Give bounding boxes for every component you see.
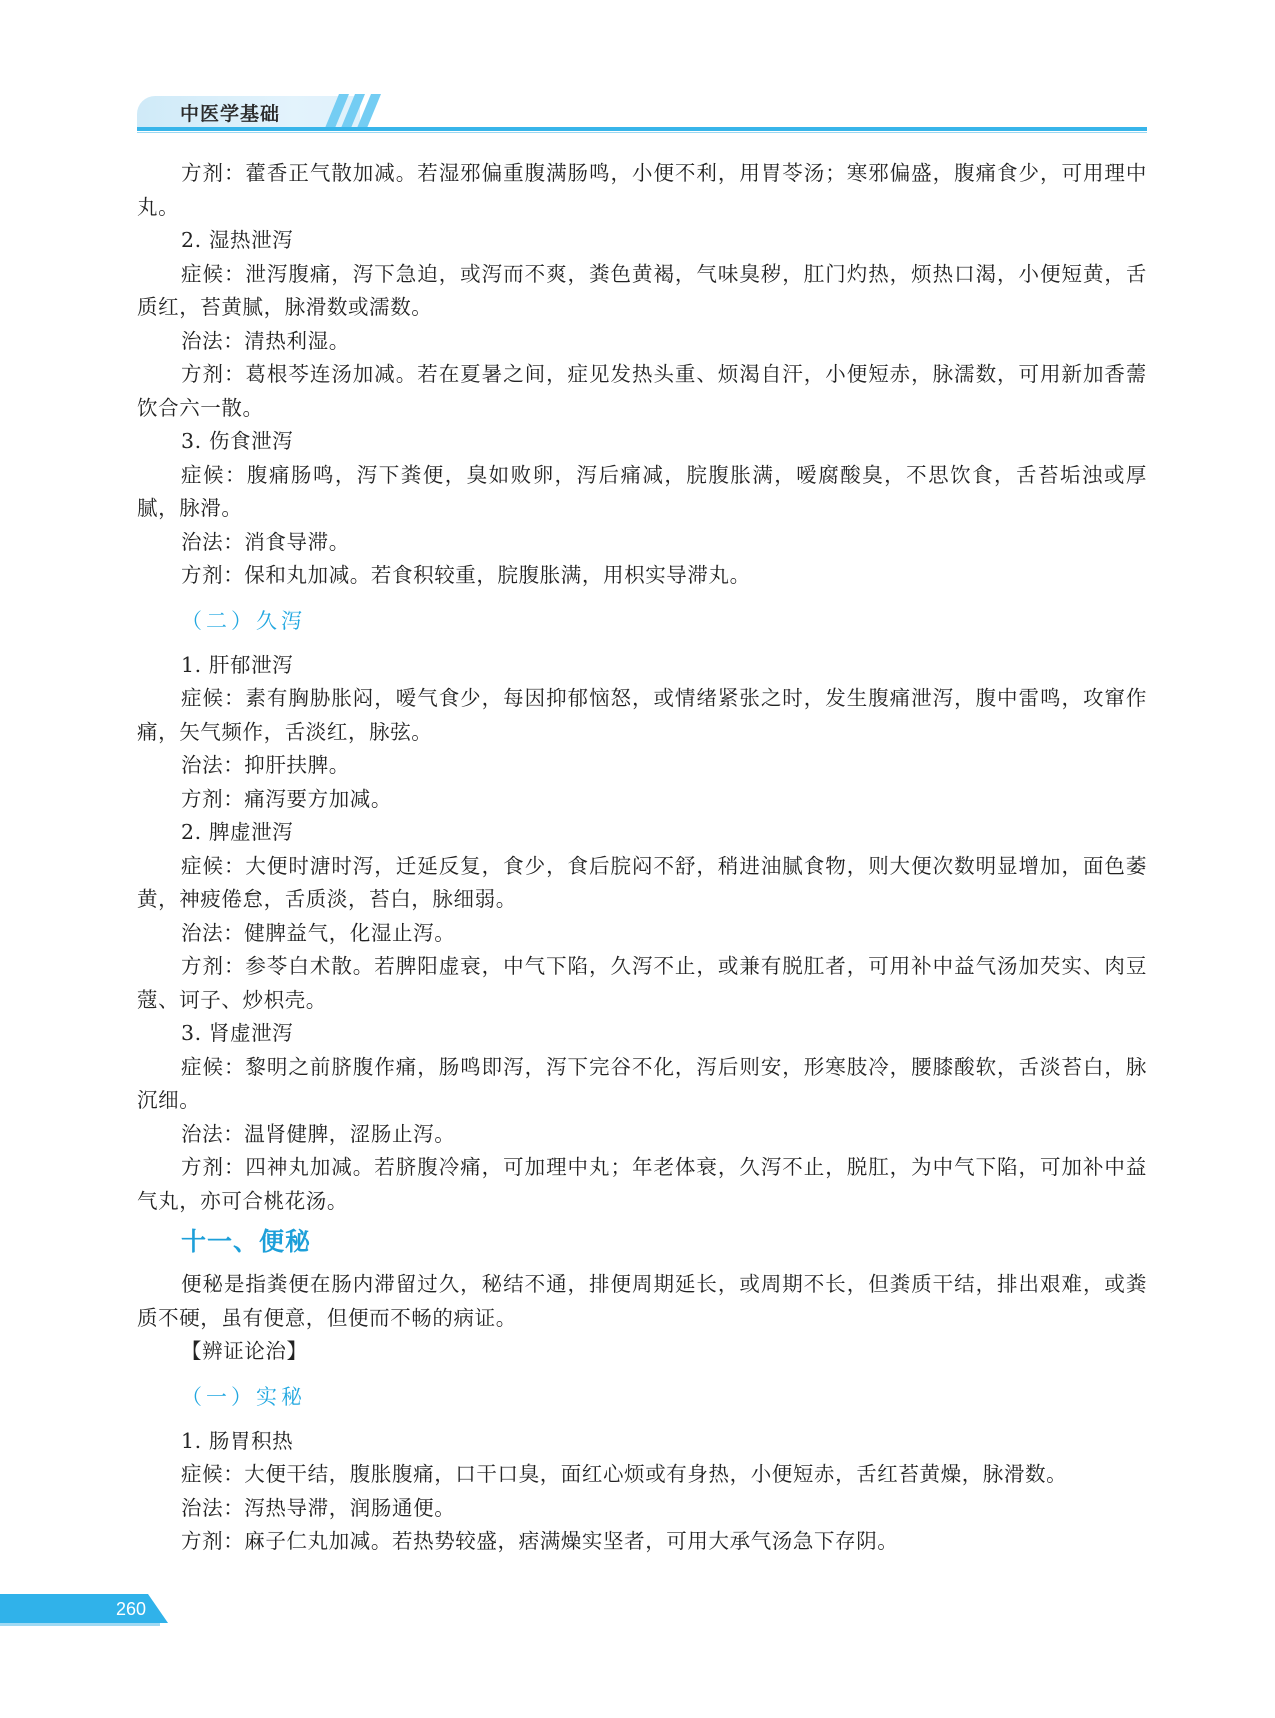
paragraph: 症候：素有胸胁胀闷，嗳气食少，每因抑郁恼怒，或情绪紧张之时，发生腹痛泄泻，腹中雷鸣，攻窜作痛，矢气频作，舌淡红，脉弦。 (137, 686, 1147, 744)
paragraph: 方剂：四神丸加减。若脐腹冷痛，可加理中丸；年老体衰，久泻不止，脱肛，为中气下陷，可加补中益气丸，亦可合桃花汤。 (137, 1155, 1147, 1213)
section-heading: （二）久泻 (181, 608, 306, 633)
paragraph: 便秘是指粪便在肠内滞留过久，秘结不通，排便周期延长，或周期不长，但粪质干结，排出艰难，或粪质不硬，虽有便意，但便而不畅的病证。 (137, 1272, 1147, 1330)
paragraph: 方剂：藿香正气散加减。若湿邪偏重腹满肠鸣，小便不利，用胃苓汤；寒邪偏盛，腹痛食少，可用理中丸。 (137, 161, 1147, 219)
header-rule-thin (137, 132, 1147, 133)
bracket-heading: 【辨证论治】 (181, 1339, 308, 1363)
paragraph: 方剂：保和丸加减。若食积较重，脘腹胀满，用枳实导滞丸。 (181, 563, 751, 587)
paragraph: 方剂：麻子仁丸加减。若热势较盛，痞满燥实坚者，可用大承气汤急下存阴。 (181, 1529, 899, 1553)
subheading-item: 1. 肝郁泄泻 (181, 652, 294, 677)
subheading-item: 3. 肾虚泄泻 (181, 1021, 294, 1045)
header-stripes-decoration (325, 94, 395, 130)
subheading-item: 1. 肠胃积热 (181, 1428, 294, 1453)
paragraph: 方剂：参苓白术散。若脾阳虚衰，中气下陷，久泻不止，或兼有脱肛者，可用补中益气汤加芡实、肉豆蔻、诃子、炒枳壳。 (137, 954, 1147, 1012)
subheading-item: 2. 脾虚泄泻 (181, 820, 294, 844)
footer-rule (0, 1623, 160, 1626)
section-heading: （一）实秘 (181, 1384, 306, 1409)
page-body (137, 157, 1147, 1559)
subheading-item: 3. 伤食泄泻 (181, 429, 294, 453)
paragraph: 症候：泄泻腹痛，泻下急迫，或泻而不爽，粪色黄褐，气味臭秽，肛门灼热，烦热口渴，小便短黄，舌质红，苔黄腻，脉滑数或濡数。 (137, 261, 1147, 319)
paragraph: 治法：泻热导滞，润肠通便。 (181, 1495, 456, 1520)
paragraph: 症候：大便干结，腹胀腹痛，口干口臭，面红心烦或有身热，小便短赤，舌红苔黄燥，脉滑数。 (181, 1462, 1068, 1486)
paragraph: 方剂：痛泻要方加减。 (181, 786, 392, 811)
book-title: 中医学基础 (180, 103, 281, 125)
chapter-heading: 十一、便秘 (181, 1227, 312, 1256)
paragraph: 治法：温肾健脾，涩肠止泻。 (181, 1121, 456, 1146)
paragraph: 治法：抑肝扶脾。 (181, 753, 350, 777)
paragraph: 症候：腹痛肠鸣，泻下粪便，臭如败卵，泻后痛减，脘腹胀满，嗳腐酸臭，不思饮食，舌苔垢浊或厚腻，脉滑。 (137, 462, 1147, 520)
paragraph: 治法：清热利湿。 (181, 328, 350, 353)
paragraph: 治法：消食导滞。 (181, 529, 350, 554)
page-number: 260 (116, 1599, 147, 1619)
paragraph: 治法：健脾益气，化湿止泻。 (181, 920, 456, 945)
paragraph: 症候：大便时溏时泻，迁延反复，食少，食后脘闷不舒，稍进油腻食物，则大便次数明显增加，面色萎黄，神疲倦怠，舌质淡，苔白，脉细弱。 (137, 853, 1147, 911)
paragraph: 方剂：葛根芩连汤加减。若在夏暑之间，症见发热头重、烦渴自汗，小便短赤，脉濡数，可用新加香薷饮合六一散。 (137, 362, 1147, 420)
paragraph: 症候：黎明之前脐腹作痛，肠鸣即泻，泻下完谷不化，泻后则安，形寒肢冷，腰膝酸软，舌淡苔白，脉沉细。 (137, 1054, 1147, 1112)
header-rule (137, 127, 1147, 131)
subheading-item: 2. 湿热泄泻 (181, 228, 294, 252)
